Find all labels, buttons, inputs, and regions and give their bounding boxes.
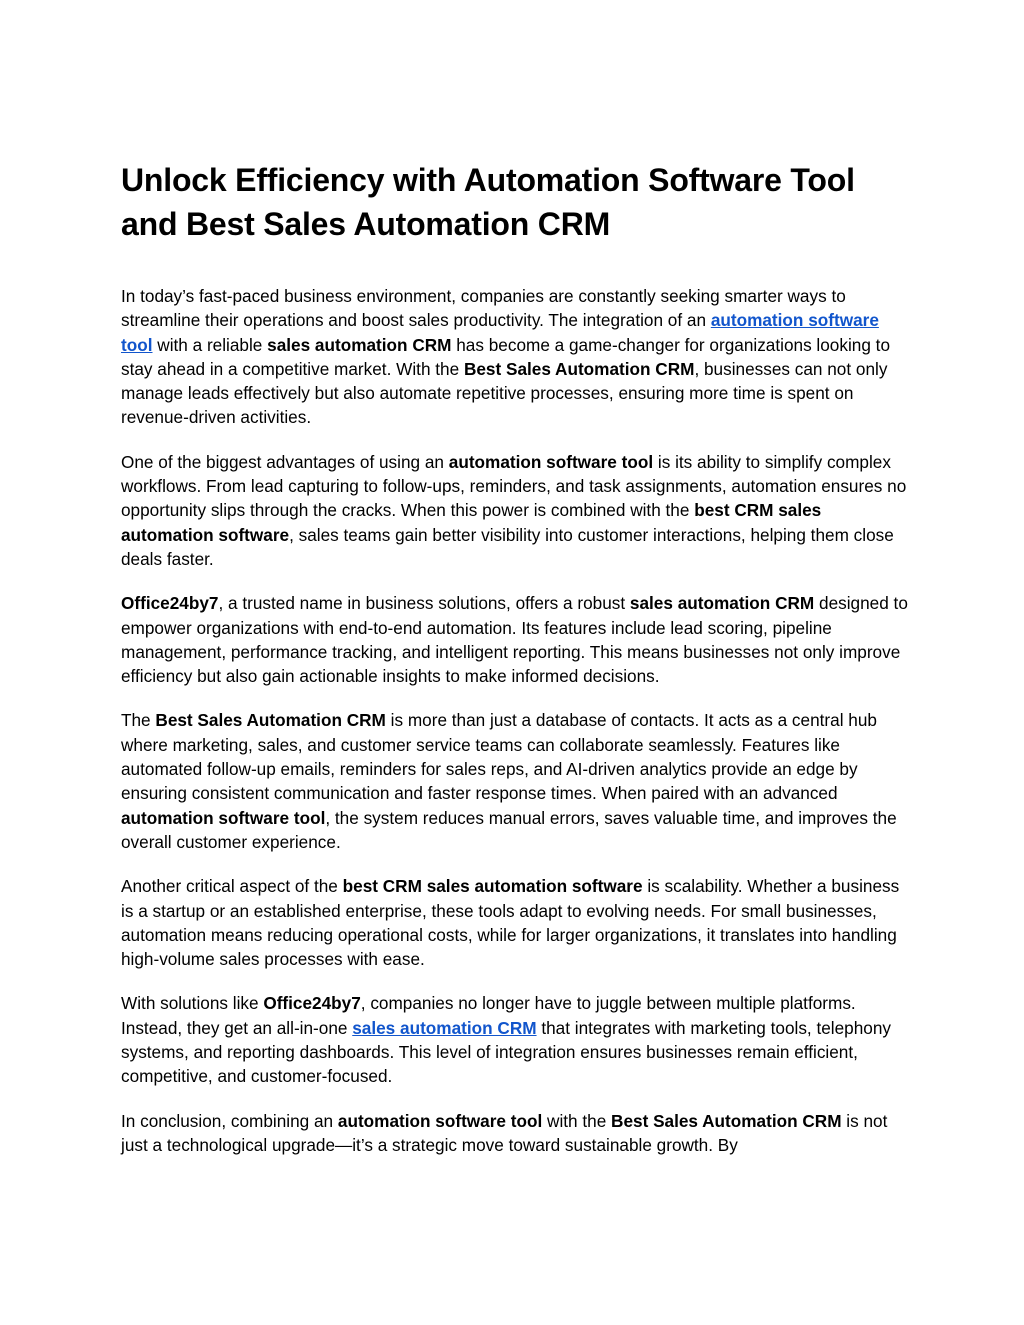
paragraph-4	[121, 708, 911, 854]
text-run: In conclusion, combining an	[121, 1110, 338, 1131]
text-run: , a trusted name in business solutions, offers a robust	[218, 593, 630, 614]
paragraph-2	[121, 450, 911, 571]
bold-text: automation software tool	[121, 807, 326, 828]
paragraph-1	[121, 284, 911, 430]
text-run: , businesses can not only manage leads effectively but also automate repetitive processes, ensuring more time is spent on revenue-driven activities.	[121, 358, 888, 428]
text-run: One of the biggest advantages of using an	[121, 451, 449, 472]
document-page	[121, 158, 911, 1177]
bold-text: Best Sales Automation CRM	[463, 358, 695, 379]
text-run: , sales teams gain better visibility into customer interactions, helping them close deals faster.	[121, 524, 894, 569]
text-run: designed to empower organizations with end-to-end automation. Its features include lead scoring, pipeline management, performance tracking, and intelligent reporting. This means businesses not only improve efficiency but also gain actionable insights to make informed decisions.	[121, 593, 908, 687]
bold-text: Best Sales Automation CRM	[611, 1110, 842, 1131]
text-run: With solutions like	[121, 993, 264, 1014]
bold-text: sales automation CRM	[267, 334, 452, 355]
bold-text: Office24by7	[121, 593, 219, 614]
automation-software-tool-link[interactable]: automation software tool	[121, 310, 879, 355]
bold-text: automation software tool	[448, 451, 654, 472]
text-run: is its ability to simplify complex workflows. From lead capturing to follow-ups, reminders, and task assignments, automation ensures no opportunity slips through the cracks. When this power is combined with the	[121, 451, 907, 521]
text-run: has become a game-changer for organizations looking to stay ahead in a competitive market. With the	[121, 334, 891, 379]
text-run: with the	[542, 1110, 612, 1131]
text-run: with a reliable	[152, 334, 268, 355]
paragraph-5	[121, 874, 911, 971]
text-run: , companies no longer have to juggle between multiple platforms. Instead, they get an all-in-one	[121, 993, 856, 1038]
bold-text: automation software tool	[337, 1110, 543, 1131]
text-run: that integrates with marketing tools, telephony systems, and reporting dashboards. This level of integration ensures businesses remain efficient, competitive, and customer-focused.	[121, 1017, 892, 1087]
sales-automation-crm-link[interactable]: sales automation CRM	[352, 1017, 537, 1038]
paragraph-3	[121, 591, 911, 688]
text-run: In today’s fast-paced business environment, companies are constantly seeking smarter ways to streamline their operations and boost sales productivity. The integration of an	[121, 286, 846, 331]
bold-text: best CRM sales automation software	[121, 500, 822, 545]
text-run: is scalability. Whether a business is a startup or an established enterprise, these tools adapt to evolving needs. For small businesses, automation means reducing operational costs, while for larger organizations, it translates into handling high-volume sales processes with ease.	[121, 876, 900, 970]
bold-text: Office24by7	[263, 993, 361, 1014]
text-run: Another critical aspect of the	[121, 876, 343, 897]
paragraph-6	[121, 991, 911, 1088]
text-run: is more than just a database of contacts. It acts as a central hub where marketing, sales, and customer service teams can collaborate seamlessly. Features like automated follow-up emails, reminders for sales reps, and AI-driven analytics provide an edge by ensuring consistent communication and faster response times. When paired with an advanced	[121, 710, 877, 804]
page-title: Unlock Efficiency with Automation Software Tool and Best Sales Automation CRM	[121, 162, 855, 242]
bold-text: sales automation CRM	[629, 593, 815, 614]
bold-text: best CRM sales automation software	[342, 876, 643, 897]
text-run: , the system reduces manual errors, saves valuable time, and improves the overall customer experience.	[121, 807, 897, 852]
bold-text: Best Sales Automation CRM	[155, 710, 386, 731]
paragraph-7	[121, 1109, 911, 1158]
text-run: is not just a technological upgrade—it’s a strategic move toward sustainable growth. By	[121, 1110, 888, 1155]
text-run: The	[121, 710, 156, 731]
